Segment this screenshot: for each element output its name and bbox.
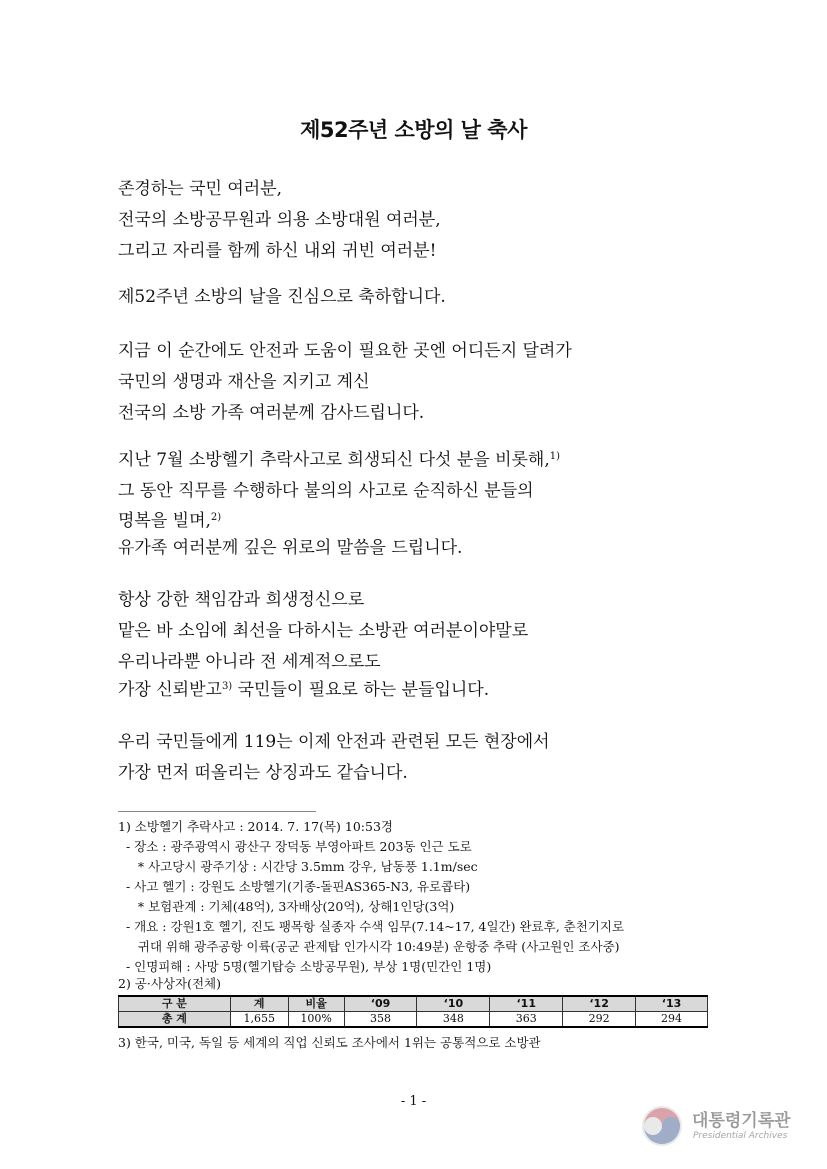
- table-cell: 292: [563, 1012, 636, 1028]
- table-cell: 100%: [288, 1012, 344, 1028]
- footnote-line: 3) 한국, 미국, 독일 등 세계의 직업 신뢰도 조사에서 1위는 공통적으로 소방관: [118, 1035, 541, 1050]
- table-cell: 358: [344, 1012, 417, 1028]
- text-line: 제52주년 소방의 날을 진심으로 축하합니다.: [118, 287, 446, 307]
- page-number: - 1 -: [400, 1094, 427, 1109]
- text-line: 항상 강한 책임감과 희생정신으로: [118, 590, 365, 610]
- footnote-line: - 인명피해 : 사망 5명(헬기탑승 소방공무원), 부상 1명(민간인 1명): [118, 959, 492, 974]
- text-line: 국민의 생명과 재산을 지키고 계신: [118, 372, 370, 392]
- archive-subtitle: Presidential Archives: [693, 1131, 788, 1141]
- text-line: 존경하는 국민 여러분,: [118, 179, 283, 199]
- footnote-ref-3: 3): [221, 681, 233, 692]
- footnote-line: 귀대 위해 광주공항 이륙(공군 관제탑 인가시각 10:49분) 운항중 추락 (사고원인 조사중): [118, 939, 620, 954]
- text-line: [118, 678, 489, 702]
- footnote-line: - 장소 : 광주광역시 광산구 장덕동 부영아파트 203동 인근 도로: [118, 839, 472, 854]
- text-segment: 국민들이 필요로 하는 분들입니다.: [232, 680, 490, 700]
- footnote-line: - 개요 : 강원1호 헬기, 진도 팽목항 실종자 수색 임무(7.14~17, 4일간) 완료후, 춘천기지로: [118, 919, 625, 934]
- table-cell: 348: [417, 1012, 490, 1028]
- taegeuk-logo-icon: [640, 1104, 684, 1148]
- text-line: 우리나라뿐 아니라 전 세계적으로도: [118, 652, 381, 672]
- text-line: 가장 먼저 떠올리는 상징과도 같습니다.: [118, 763, 408, 783]
- footnote-line: * 사고당시 광주기상 : 시간당 3.5mm 강우, 남동풍 1.1m/sec: [118, 859, 478, 874]
- table-cell: 363: [490, 1012, 563, 1028]
- table-header-cell: 비율: [288, 996, 344, 1012]
- text-segment: 지난 7월 소방헬기 추락사고로 희생되신 다섯 분을 비롯해,: [118, 450, 550, 470]
- footnote-ref-2: 2): [210, 512, 222, 523]
- table-cell: 1,655: [230, 1012, 288, 1028]
- text-line: 전국의 소방공무원과 의용 소방대원 여러분,: [118, 210, 441, 230]
- archive-name: 대통령기록관: [692, 1111, 791, 1131]
- table-header-cell: 계: [230, 996, 288, 1012]
- footnote-line: - 사고 헬기 : 강원도 소방헬기(기종-돌핀AS365-N3, 유로콥타): [118, 879, 471, 894]
- footnote-line: * 보험관계 : 기체(48억), 3자배상(20억), 상해1인당(3억): [118, 899, 455, 914]
- text-line: 맡은 바 소임에 최선을 다하시는 소방관 여러분이야말로: [118, 621, 529, 641]
- document-title: 제52주년 소방의 날 축사: [300, 118, 527, 142]
- table-header-cell: ‘09: [344, 996, 417, 1012]
- table-row: [119, 1012, 708, 1028]
- table-header-cell: 구 분: [119, 996, 231, 1012]
- footnote-ref-1: 1): [549, 451, 561, 462]
- footnote-separator: [118, 811, 316, 812]
- table-header-cell: ‘12: [563, 996, 636, 1012]
- text-line: 그 동안 직무를 수행하다 불의의 사고로 순직하신 분들의: [118, 481, 534, 501]
- archive-watermark: [640, 1102, 820, 1152]
- text-segment: 가장 신뢰받고: [118, 680, 222, 700]
- table-header-cell: ‘13: [636, 996, 708, 1012]
- footnote-line: 1) 소방헬기 추락사고 : 2014. 7. 17(목) 10:53경: [118, 819, 393, 834]
- table-header-cell: ‘11: [490, 996, 563, 1012]
- text-line: 그리고 자리를 함께 하신 내외 귀빈 여러분!: [118, 241, 437, 261]
- table-row-label: 총 계: [119, 1012, 231, 1028]
- text-line: 전국의 소방 가족 여러분께 감사드립니다.: [118, 403, 425, 423]
- text-segment: 명복을 빌며,: [118, 511, 211, 531]
- text-line: 우리 국민들에게 119는 이제 안전과 관련된 모든 현장에서: [118, 732, 550, 752]
- footnote-line: 2) 공·사상자(전체): [118, 976, 221, 991]
- text-line: [118, 509, 221, 533]
- text-line: 유가족 여러분께 깊은 위로의 말씀을 드립니다.: [118, 538, 463, 558]
- text-line: [118, 448, 560, 472]
- table-cell: 294: [636, 1012, 708, 1028]
- casualty-table: [118, 995, 708, 1028]
- table-header-row: [119, 996, 708, 1012]
- table-header-cell: ‘10: [417, 996, 490, 1012]
- text-line: 지금 이 순간에도 안전과 도움이 필요한 곳엔 어디든지 달려가: [118, 341, 572, 361]
